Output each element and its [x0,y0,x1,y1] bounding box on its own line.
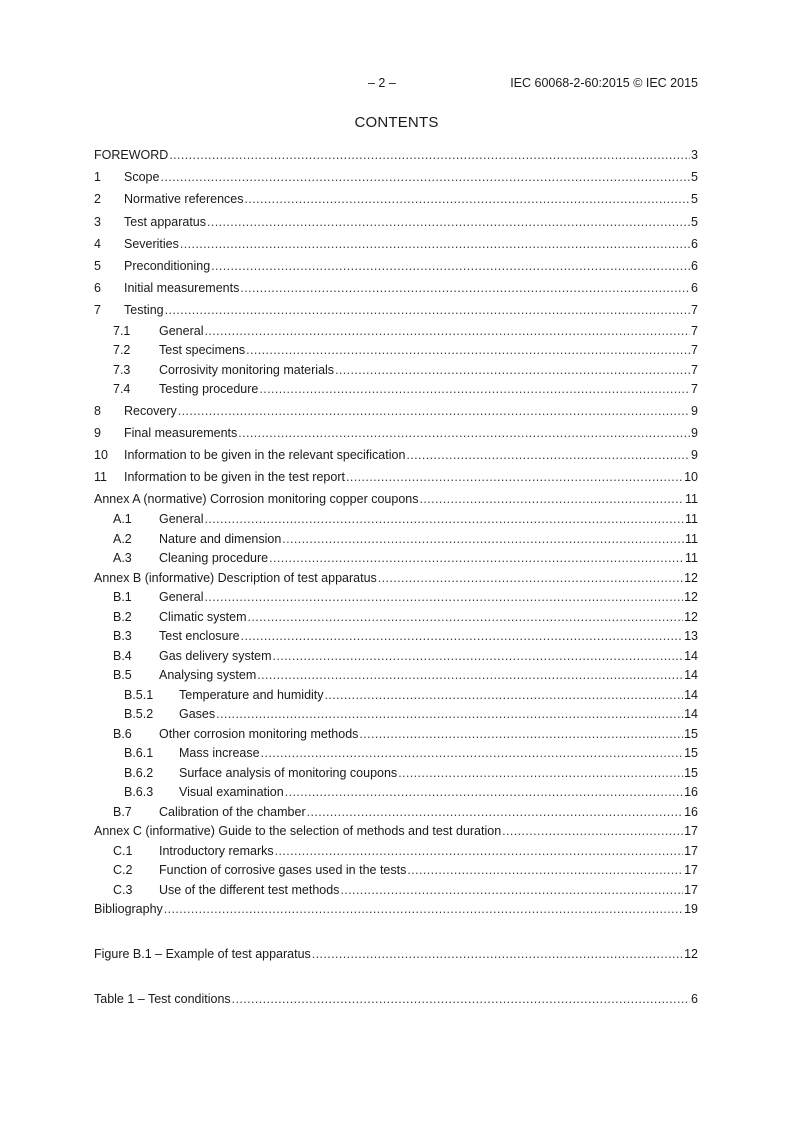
toc-page-number: 6 [691,281,698,296]
toc-page-number: 5 [691,214,698,229]
toc-page-number: 14 [684,668,698,683]
toc-page-number: 12 [684,609,698,624]
toc-entry-b-2[interactable] [94,608,698,628]
toc-entry-section-4[interactable] [94,233,698,255]
toc-number: 8 [94,403,101,418]
toc-title: Visual examination [179,785,284,800]
toc-number: B.7 [113,804,132,819]
toc-title: Annex C (informative) Guide to the selection of methods and test duration [94,824,502,839]
toc-page-number: 7 [691,382,698,396]
toc-entry-section-2[interactable] [94,188,698,210]
toc-page-number: 7 [691,323,698,338]
toc-leader-dots [207,211,690,233]
toc-leader-dots [180,233,690,255]
toc-page-number: 12 [684,946,698,961]
toc-title: FOREWORD [94,148,169,162]
toc-leader-dots [248,608,684,628]
toc-leader-dots [275,842,683,862]
toc-leader-dots [216,705,683,725]
toc-leader-dots [169,144,690,166]
toc-entry-a-3[interactable] [94,549,698,569]
toc-leader-dots [406,444,690,466]
toc-entry-section-7-1[interactable] [94,322,698,342]
toc-number: B.6.1 [124,746,154,761]
toc-page-number: 19 [684,902,698,917]
toc-number: 5 [94,258,101,273]
toc-entry-a-2[interactable] [94,530,698,550]
toc-page-number: 15 [684,765,698,780]
toc-entry-b-6-3[interactable] [94,783,698,803]
toc-entry-annex-c[interactable] [94,822,698,842]
toc-page-number: 6 [691,992,698,1007]
toc-leader-dots [398,764,683,784]
toc-entry-annex-a[interactable] [94,488,698,510]
toc-entry-section-10[interactable] [94,444,698,466]
toc-entry-b-6[interactable] [94,725,698,745]
toc-number: 6 [94,281,101,296]
toc-leader-dots [257,666,683,686]
toc-entry-a-1[interactable] [94,510,698,530]
toc-number: 1 [94,170,101,185]
toc-leader-dots [325,686,684,706]
toc-entry-section-7-3[interactable] [94,361,698,381]
toc-leader-dots [273,647,684,667]
toc-leader-dots [204,588,683,608]
spacer [94,965,698,988]
toc-number: B.3 [113,629,132,644]
toc-page-number: 11 [685,512,698,527]
toc-page-number: 5 [691,192,698,207]
toc-number: 4 [94,236,101,251]
toc-number: 9 [94,425,101,440]
toc-entry-c-1[interactable] [94,842,698,862]
toc-leader-dots [240,277,690,299]
toc-leader-dots [204,510,684,530]
toc-leader-dots [160,166,690,188]
toc-page-number: 11 [685,551,698,566]
toc-leader-dots [502,822,683,842]
toc-leader-dots [407,861,683,881]
toc-title: Test enclosure [159,629,240,644]
toc-entry-b-5-2[interactable] [94,705,698,725]
toc-page-number: 9 [691,447,698,462]
toc-leader-dots [238,422,690,444]
toc-number: A.1 [113,512,132,527]
toc-entry-table-1[interactable] [94,988,698,1010]
toc-title: Temperature and humidity [179,687,324,702]
toc-page-number: 16 [684,804,698,819]
toc-number: B.6.2 [124,765,154,780]
toc-title: Bibliography [94,902,163,917]
toc-page-number: 17 [684,882,698,897]
toc-leader-dots [261,744,684,764]
toc-title: Other corrosion monitoring methods [159,726,359,741]
toc-entry-b-5[interactable] [94,666,698,686]
toc-leader-dots [178,400,690,422]
toc-number: 7.1 [113,323,131,338]
toc-entry-foreword[interactable] [94,144,698,166]
toc-page-number: 12 [684,570,698,585]
toc-title: Testing [124,303,164,318]
toc-entry-b-1[interactable] [94,588,698,608]
toc-number: A.3 [113,551,132,566]
toc-title: Use of the different test methods [159,882,340,897]
toc-number: A.2 [113,531,132,546]
toc-number: 3 [94,214,101,229]
toc-entry-section-9[interactable] [94,422,698,444]
toc-entry-b-6-2[interactable] [94,764,698,784]
toc-page-number: 9 [691,425,698,440]
toc-page-number: 17 [684,843,698,858]
toc-page-number: 15 [684,726,698,741]
toc-entry-section-7-4[interactable] [94,380,698,400]
toc-leader-dots [232,988,690,1010]
toc-page-number: 17 [684,863,698,878]
toc-title: Gases [179,707,216,722]
toc-title: Annex A (normative) Corrosion monitoring copper coupons [94,492,419,507]
page-number: – 2 – [368,76,396,90]
table-of-contents [94,144,698,1010]
toc-page-number: 7 [691,362,698,377]
toc-leader-dots [285,783,683,803]
toc-leader-dots [259,380,690,400]
toc-leader-dots [419,488,684,510]
toc-title: Nature and dimension [159,531,282,546]
toc-title: Cleaning procedure [159,551,269,566]
toc-number: 7.2 [113,343,131,357]
toc-title: Mass increase [179,746,260,761]
toc-title: Corrosivity monitoring materials [159,362,335,377]
toc-number: 2 [94,192,101,207]
toc-leader-dots [346,466,683,488]
toc-page-number: 9 [691,403,698,418]
toc-entry-section-11[interactable] [94,466,698,488]
toc-entry-section-5[interactable] [94,255,698,277]
toc-page-number: 16 [684,785,698,800]
toc-leader-dots [204,322,690,342]
toc-page-number: 13 [684,629,698,644]
toc-entry-section-6[interactable] [94,277,698,299]
toc-page-number: 6 [691,258,698,273]
toc-number: B.6 [113,726,132,741]
toc-title: General [159,323,204,338]
toc-page-number: 11 [685,492,698,507]
toc-entry-c-2[interactable] [94,861,698,881]
toc-entry-section-8[interactable] [94,400,698,422]
toc-page-number: 12 [684,590,698,605]
toc-leader-dots [246,341,690,361]
toc-title: Final measurements [124,425,238,440]
toc-entry-b-4[interactable] [94,647,698,667]
toc-leader-dots [211,255,690,277]
toc-number: C.3 [113,882,133,897]
page-header [94,76,698,92]
toc-title: General [159,512,204,527]
toc-entry-section-3[interactable] [94,211,698,233]
toc-leader-dots [312,943,683,965]
toc-page-number: 14 [684,648,698,663]
toc-entry-section-1[interactable] [94,166,698,188]
toc-title: Test apparatus [124,214,206,229]
toc-entry-section-7-2[interactable] [94,341,698,361]
toc-title: Normative references [124,192,244,207]
toc-title: Function of corrosive gases used in the tests [159,863,407,878]
toc-page-number: 15 [684,746,698,761]
toc-title: Severities [124,236,179,251]
toc-entry-c-3[interactable] [94,881,698,901]
toc-leader-dots [269,549,684,569]
toc-title: Test specimens [159,343,246,357]
toc-number: 11 [94,470,107,485]
toc-number: B.6.3 [124,785,154,800]
toc-leader-dots [165,299,690,321]
toc-number: C.1 [113,843,133,858]
toc-leader-dots [164,900,683,920]
toc-number: B.5.1 [124,687,154,702]
contents-title: CONTENTS [354,114,439,131]
toc-page-number: 14 [684,707,698,722]
toc-title: Gas delivery system [159,648,272,663]
toc-title: General [159,590,204,605]
toc-entry-b-6-1[interactable] [94,744,698,764]
toc-page-number: 14 [684,687,698,702]
toc-title: Annex B (informative) Description of test apparatus [94,570,377,585]
toc-number: B.5 [113,668,132,683]
toc-title: Analysing system [159,668,257,683]
toc-title: Recovery [124,403,177,418]
toc-entry-b-5-1[interactable] [94,686,698,706]
toc-page-number: 3 [691,148,698,162]
toc-title: Figure B.1 – Example of test apparatus [94,946,311,961]
toc-title: Information to be given in the relevant specification [124,447,406,462]
toc-title: Preconditioning [124,258,211,273]
toc-title: Initial measurements [124,281,240,296]
toc-entry-b-7[interactable] [94,803,698,823]
toc-entry-annex-b[interactable] [94,569,698,589]
toc-title: Surface analysis of monitoring coupons [179,765,398,780]
toc-page-number: 6 [691,236,698,251]
toc-leader-dots [241,627,683,647]
toc-entry-figure-b-1[interactable] [94,943,698,965]
toc-number: 7 [94,303,101,318]
toc-number: 7.3 [113,362,131,377]
toc-entry-bibliography[interactable] [94,900,698,920]
toc-page-number: 10 [684,470,698,485]
toc-title: Calibration of the chamber [159,804,306,819]
toc-page-number: 17 [684,824,698,839]
toc-page-number: 11 [685,531,698,546]
toc-entry-section-7[interactable] [94,299,698,321]
toc-leader-dots [335,361,690,381]
toc-number: C.2 [113,863,133,878]
toc-number: 10 [94,447,108,462]
document-reference: IEC 60068-2-60:2015 © IEC 2015 [510,76,698,90]
toc-entry-b-3[interactable] [94,627,698,647]
toc-page-number: 7 [691,303,698,318]
toc-title: Introductory remarks [159,843,274,858]
toc-leader-dots [340,881,683,901]
toc-leader-dots [307,803,683,823]
toc-leader-dots [378,569,683,589]
toc-leader-dots [245,188,691,210]
toc-page-number: 5 [691,170,698,185]
spacer [94,920,698,943]
toc-number: B.5.2 [124,707,154,722]
toc-leader-dots [282,530,684,550]
toc-title: Testing procedure [159,382,259,396]
toc-page-number: 7 [691,343,698,357]
toc-title: Scope [124,170,160,185]
toc-title: Climatic system [159,609,247,624]
toc-number: B.4 [113,648,132,663]
toc-leader-dots [359,725,683,745]
toc-title: Table 1 – Test conditions [94,992,231,1007]
toc-number: B.1 [113,590,132,605]
toc-title: Information to be given in the test report [124,470,345,485]
toc-number: 7.4 [113,382,131,396]
toc-number: B.2 [113,609,132,624]
